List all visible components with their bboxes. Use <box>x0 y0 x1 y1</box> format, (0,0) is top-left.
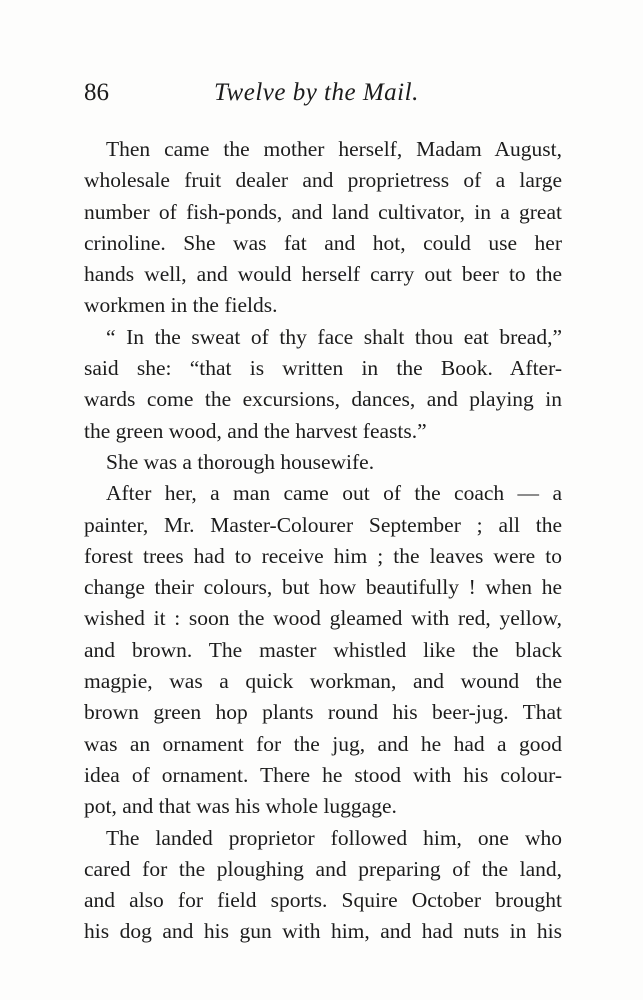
text-line: and brown. The master whistled like the black <box>84 637 562 662</box>
text-line: painter, Mr. Master-Colourer September ; all the <box>84 512 562 537</box>
text-line: and also for field sports. Squire October brought <box>84 888 562 913</box>
text-line: the green wood, and the harvest feasts.” <box>84 418 427 443</box>
text-line: The landed proprietor followed him, one who <box>106 825 562 850</box>
text-line: wards come the excursions, dances, and playing in <box>84 387 562 412</box>
text-line: was an ornament for the jug, and he had a good <box>84 731 562 756</box>
text-line: number of fish-ponds, and land cultivator, in a great <box>84 199 562 224</box>
text-line: forest trees had to receive him ; the leaves were to <box>84 543 562 568</box>
body-text <box>84 134 562 948</box>
text-line: said she: “that is written in the Book. After- <box>84 356 562 381</box>
text-line: workmen in the fields. <box>84 293 278 318</box>
text-line: crinoline. She was fat and hot, could use her <box>84 230 562 255</box>
text-line: pot, and that was his whole luggage. <box>84 794 397 819</box>
text-line: wholesale fruit dealer and proprietress of a large <box>84 168 562 193</box>
text-line: magpie, was a quick workman, and wound the <box>84 669 562 694</box>
text-line: Then came the mother herself, Madam August, <box>106 137 562 161</box>
page-number: 86 <box>84 79 109 106</box>
text-line: She was a thorough housewife. <box>106 449 375 474</box>
running-head <box>84 76 571 110</box>
text-line: his dog and his gun with him, and had nuts in his <box>84 919 562 944</box>
text-line: After her, a man came out of the coach — a <box>106 481 562 506</box>
text-line: hands well, and would herself carry out beer to the <box>84 262 562 287</box>
running-title: Twelve by the Mail. <box>214 79 419 106</box>
text-line: change their colours, but how beautifully ! when he <box>84 575 562 600</box>
text-line: idea of ornament. There he stood with his colour- <box>84 762 562 787</box>
text-line: wished it : soon the wood gleamed with red, yellow, <box>84 606 562 631</box>
text-line: brown green hop plants round his beer-jug. That <box>84 700 562 725</box>
text-line: “ In the sweat of thy face shalt thou eat bread,” <box>106 324 562 349</box>
text-line: cared for the ploughing and preparing of the land, <box>84 856 562 881</box>
